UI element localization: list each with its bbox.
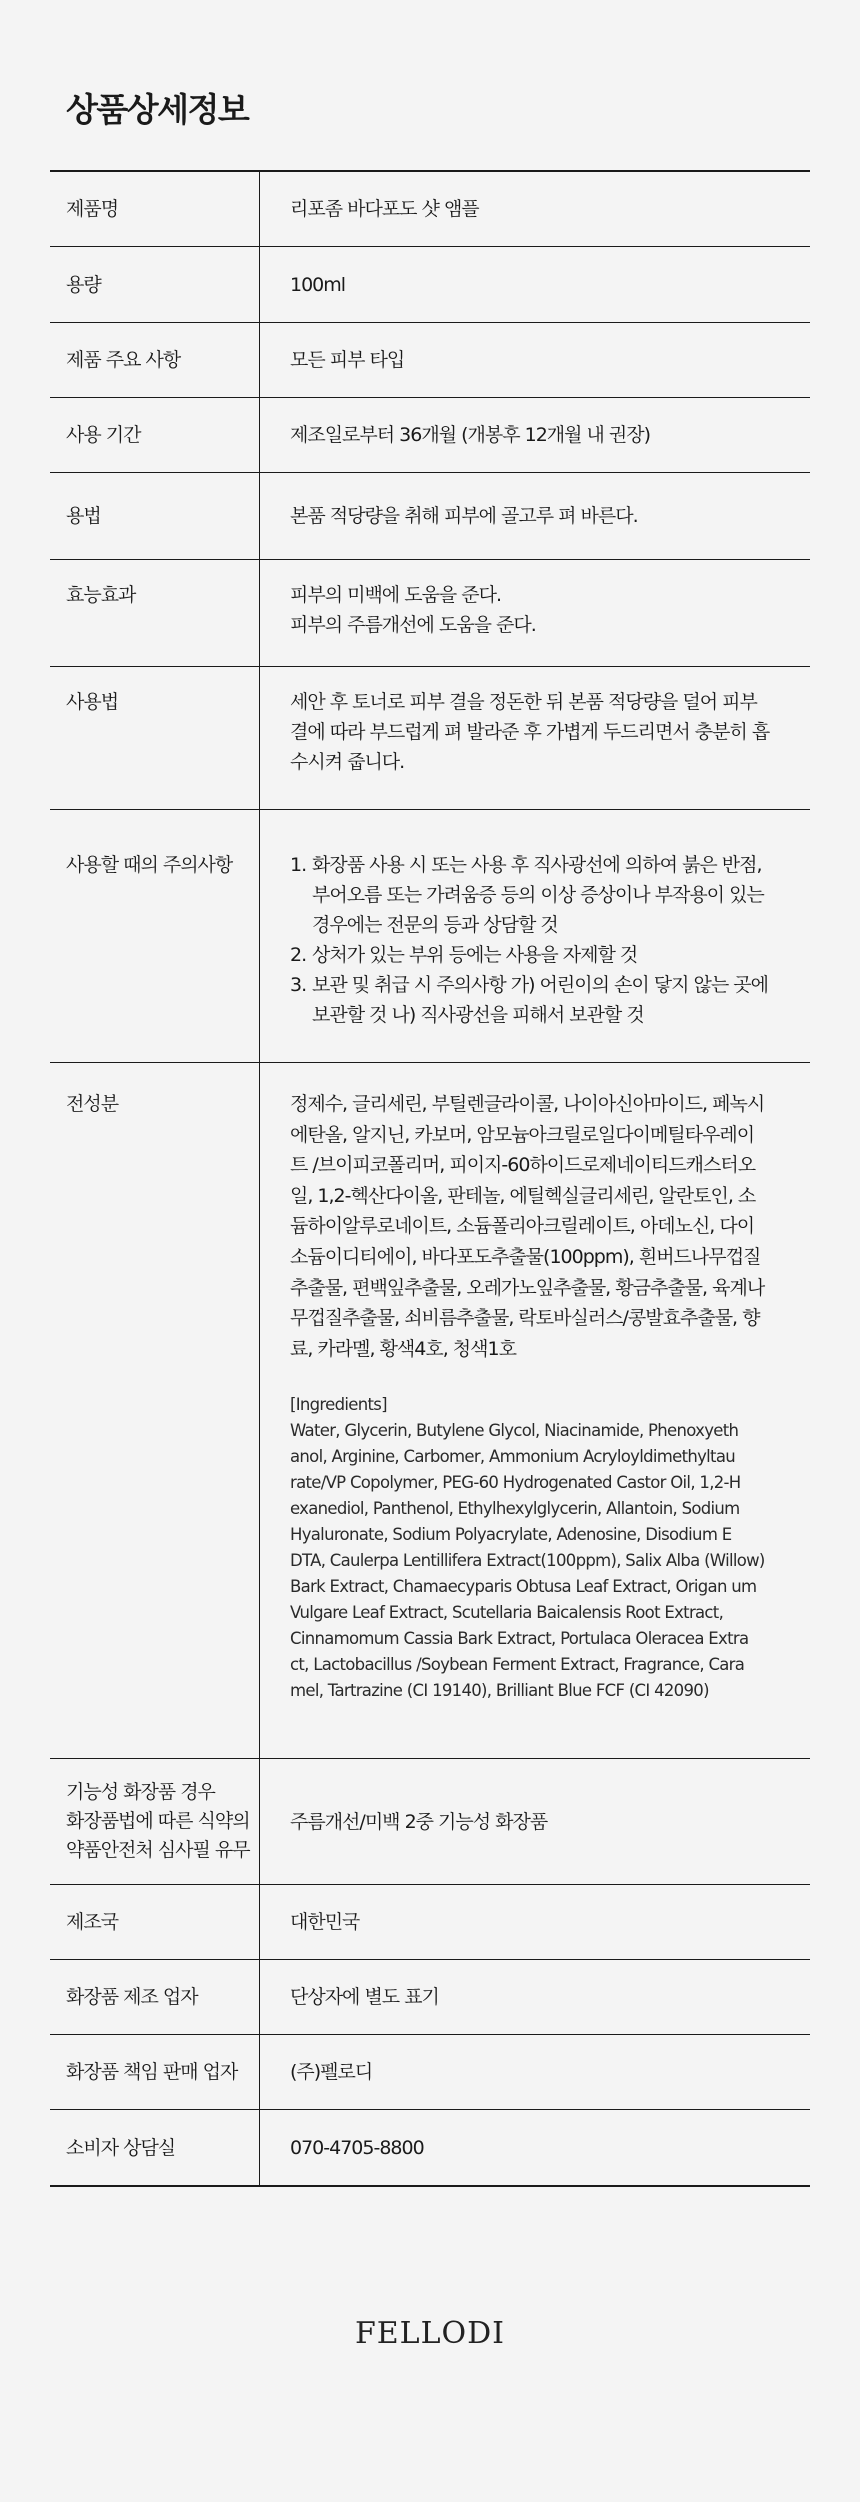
row-value: (주)펠로디 xyxy=(290,2061,373,2083)
row-value: 모든 피부 타입 xyxy=(290,349,405,371)
ingredients-heading: [Ingredients] xyxy=(290,1395,387,1415)
row-label: 효능효과 xyxy=(50,560,260,666)
row-label: 제조국 xyxy=(50,1885,260,1959)
row-value: 주름개선/미백 2중 기능성 화장품 xyxy=(290,1810,548,1833)
row-value xyxy=(260,560,810,666)
list-item-number: 2. xyxy=(290,944,307,966)
row-value xyxy=(260,1063,810,1758)
list-item xyxy=(290,970,770,1030)
table-row xyxy=(50,398,810,473)
table-row xyxy=(50,1759,810,1885)
list-item-number: 1. xyxy=(290,854,307,876)
brand-logo: FELLODI xyxy=(354,2316,506,2351)
table-row xyxy=(50,2035,810,2110)
table-row xyxy=(50,1885,810,1960)
table-row xyxy=(50,810,810,1063)
row-value: 본품 적당량을 취해 피부에 골고루 펴 바른다. xyxy=(290,505,638,527)
row-value: 단상자에 별도 표기 xyxy=(290,1986,439,2008)
efficacy-line: 피부의 주름개선에 도움을 준다. xyxy=(290,614,536,636)
row-label: 사용법 xyxy=(50,667,260,809)
list-item-text: 상처가 있는 부위 등에는 사용을 자제할 것 xyxy=(312,944,638,966)
list-item-number: 3. xyxy=(290,974,307,996)
row-label-line: 기능성 화장품 경우 xyxy=(66,1781,215,1803)
row-value: 100ml xyxy=(290,273,346,296)
row-label xyxy=(50,1759,260,1884)
ingredients-korean: 정제수, 글리세린, 부틸렌글라이콜, 나이아신아마이드, 페녹시에탄올, 알지닌, 카보머, 암모늄아크릴로일다이메틸타우레이트 /브이피코폴리머, 피이지-60하이드로제네이티드캐스터오일, 1,2-헥산다이올, 판테놀, 에틸헥실글리세린, 알란토인, 소듐하이알루로네이트, 소듐폴리아크릴레이트, 아데노신, 다이소듐이디티에이, 바다포도추출물(100ppm), 흰버드나무껍질추출물, 편백잎추출물, 오레가노잎추출물, 황금추출물, 육계나무껍질추출물, 쇠비름추출물, 락토바실러스/콩발효추출물, 향료, 카라멜, 황색4호, 청색1호 xyxy=(290,1093,765,1360)
row-label: 용법 xyxy=(50,473,260,559)
ingredients-english xyxy=(290,1392,770,1704)
list-item xyxy=(290,850,770,940)
efficacy-line: 피부의 미백에 도움을 준다. xyxy=(290,584,502,606)
table-row xyxy=(50,667,810,810)
table-row xyxy=(50,172,810,247)
table-row xyxy=(50,2110,810,2185)
table-row xyxy=(50,1063,810,1759)
row-label: 제품 주요 사항 xyxy=(50,323,260,397)
row-value: 제조일로부터 36개월 (개봉후 12개월 내 권장) xyxy=(290,424,651,446)
row-label: 사용할 때의 주의사항 xyxy=(50,810,260,1062)
row-label: 전성분 xyxy=(50,1063,260,1758)
row-value: 세안 후 토너로 피부 결을 정돈한 뒤 본품 적당량을 덜어 피부 결에 따라 부드럽게 펴 발라준 후 가볍게 두드리면서 충분히 흡수시켜 줍니다. xyxy=(290,691,770,773)
list-item-text: 보관 및 취급 시 주의사항 가) 어린이의 손이 닿지 않는 곳에 보관할 것 나) 직사광선을 피해서 보관할 것 xyxy=(312,974,768,1026)
row-value xyxy=(260,810,810,1062)
row-label: 소비자 상담실 xyxy=(50,2110,260,2185)
table-row xyxy=(50,1960,810,2035)
row-label: 제품명 xyxy=(50,172,260,246)
table-row xyxy=(50,473,810,560)
precautions-list xyxy=(290,850,770,1030)
row-label-line: 화장품법에 따른 식약의 xyxy=(66,1810,250,1832)
table-row xyxy=(50,247,810,323)
row-label-line: 약품안전처 심사필 유무 xyxy=(66,1839,250,1861)
row-value: 070-4705-8800 xyxy=(290,2136,424,2159)
list-item-text: 화장품 사용 시 또는 사용 후 직사광선에 의하여 붉은 반점, 부어오름 또는 가려움증 등의 이상 증상이나 부작용이 있는 경우에는 전문의 등과 상담할 것 xyxy=(312,854,764,936)
row-label: 사용 기간 xyxy=(50,398,260,472)
row-value: 대한민국 xyxy=(290,1911,360,1933)
row-value: 리포좀 바다포도 샷 앰플 xyxy=(290,198,479,220)
row-label: 화장품 책임 판매 업자 xyxy=(50,2035,260,2109)
row-label: 용량 xyxy=(50,247,260,322)
product-info-table xyxy=(50,170,810,2187)
row-label: 화장품 제조 업자 xyxy=(50,1960,260,2034)
list-item xyxy=(290,940,770,970)
ingredients-english-text: Water, Glycerin, Butylene Glycol, Niacinamide, Phenoxyeth anol, Arginine, Carbomer, Ammonium Acryloyldimethyltau rate/VP Copolymer, PEG-60 Hydrogenated Castor Oil, 1,2-H exanediol, Panthenol, Ethylhexylglycerin, Allantoin, Sodium Hyaluronate, Sodium Polyacrylate, Adenosine, Disodium E DTA, Caulerpa Lentillifera Extract(100ppm), Salix Alba (Willow) Bark Extract, Chamaecyparis Obtusa Leaf Extract, Origan um Vulgare Leaf Extract, Scutellaria Baicalensis Root Extract, Cinnamomum Cassia Bark Extract, Portulaca Oleracea Extra ct, Lactobacillus /Soybean Ferment Extract, Fragrance, Cara mel, Tartrazine (CI 19140), Brilliant Blue FCF (CI 42090) xyxy=(290,1421,765,1701)
page-title: 상품상세정보 xyxy=(66,90,249,129)
table-row xyxy=(50,560,810,667)
table-row xyxy=(50,323,810,398)
